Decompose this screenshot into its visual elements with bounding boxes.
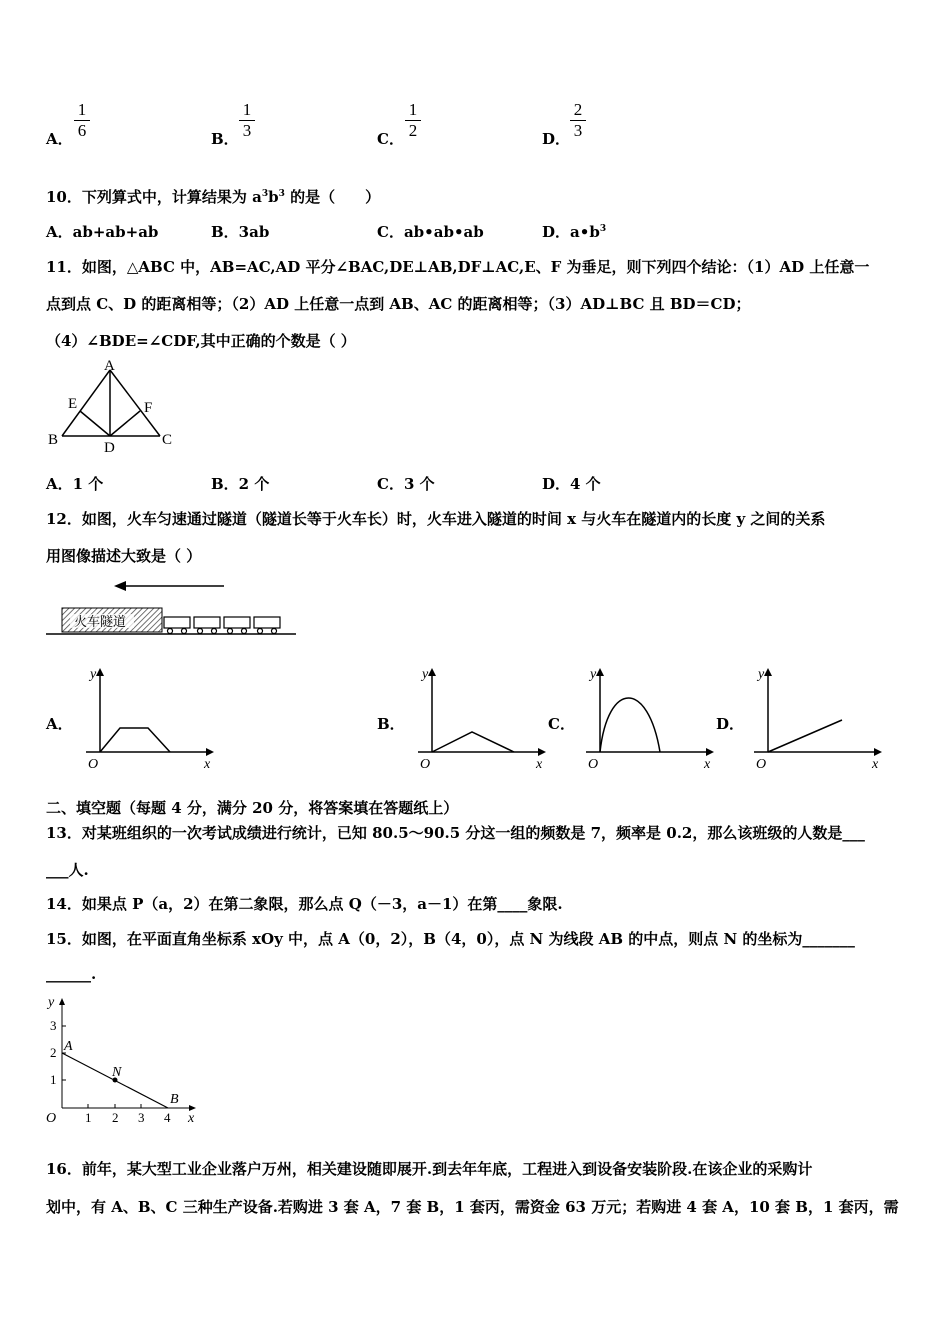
svg-text:x: x: [188, 1111, 195, 1126]
svg-text:y: y: [422, 667, 429, 682]
svg-text:y: y: [590, 667, 597, 682]
svg-text:y: y: [90, 667, 97, 682]
q11-line3: （4）∠BDE=∠CDF,其中正确的个数是（ ）: [46, 332, 356, 350]
q11-label-b: B: [48, 432, 59, 448]
svg-text:B: B: [170, 1092, 179, 1107]
q12-option-b-label: B．: [377, 715, 405, 733]
q15-line1: 15．如图，在平面直角坐标系 xOy 中，点 A（0，2），B（4，0），点 N 为线段 AB 的中点，则点 N 的坐标为_______: [46, 930, 855, 948]
q12-line2: 用图像描述大致是（ ）: [46, 547, 202, 565]
q11-label-d: D: [104, 440, 115, 456]
q10-option-b: B．3ab: [211, 223, 270, 241]
q10-option-c: C．ab•ab•ab: [377, 223, 484, 241]
q11-option-b: B．2 个: [211, 475, 270, 493]
q16-line2: 划中，有 A、B、C 三种生产设备.若购进 3 套 A，7 套 B，1 套丙，需资金 63 万元；若购进 4 套 A，10 套 B，1 套丙，需: [46, 1198, 899, 1216]
q12-option-d-label: D．: [716, 715, 745, 733]
q11-label-f: F: [144, 400, 153, 416]
q11-option-a: A．1 个: [46, 475, 104, 493]
q9-option-b-fraction: 1 3: [237, 100, 257, 141]
svg-text:O: O: [588, 757, 599, 770]
svg-text:N: N: [112, 1065, 122, 1080]
section2-title: 二、填空题（每题 4 分，满分 20 分，将答案填在答题纸上）: [46, 799, 459, 817]
svg-text:x: x: [204, 757, 211, 770]
q11-option-d: D．4 个: [542, 475, 601, 493]
q12-line1: 12．如图，火车匀速通过隧道（隧道长等于火车长）时，火车进入隧道的时间 x 与火车在隧道内的长度 y 之间的关系: [46, 510, 826, 528]
svg-text:A: A: [64, 1039, 73, 1054]
q9-option-c-label: C．: [377, 130, 404, 148]
q13-line2: ___人.: [46, 861, 89, 879]
q12-option-a-label: A．: [46, 715, 73, 733]
q9-option-d-label: D．: [542, 130, 571, 148]
q11-label-c: C: [162, 432, 173, 448]
svg-text:O: O: [420, 757, 431, 770]
q13-line1: 13．对某班组织的一次考试成绩进行统计，已知 80.5～90.5 分这一组的频数是 7，频率是 0.2，那么该班级的人数是___: [46, 824, 865, 842]
q9-option-d-fraction: 2 3: [568, 100, 588, 141]
q9-option-c-fraction: 1 2: [403, 100, 423, 141]
q11-triangle-figure: [40, 358, 190, 456]
svg-text:1: 1: [85, 1110, 92, 1125]
q12-option-c-label: C．: [548, 715, 575, 733]
q11-line2: 点到点 C、D 的距离相等；（2）AD 上任意一点到 AB、AC 的距离相等；（3）AD⊥BC 且 BD＝CD；: [46, 295, 751, 313]
q12-train-tunnel-figure: [44, 576, 300, 640]
tunnel-label: 火车隧道: [74, 614, 127, 629]
q12-graph-a: [78, 660, 218, 770]
q11-option-c: C．3 个: [377, 475, 435, 493]
q10-option-d: D．$a•b^3$: [542, 223, 607, 241]
q9-option-b-label: B．: [211, 130, 239, 148]
svg-text:x: x: [704, 757, 711, 770]
svg-text:1: 1: [50, 1072, 57, 1087]
svg-text:O: O: [756, 757, 767, 770]
svg-text:3: 3: [138, 1110, 145, 1125]
q15-coordinate-figure: [40, 990, 210, 1128]
svg-text:4: 4: [164, 1110, 171, 1125]
q11-line1: 11．如图，△ABC 中，AB=AC,AD 平分∠BAC,DE⊥AB,DF⊥AC,E、F 为垂足，则下列四个结论：（1）AD 上任意一: [46, 258, 870, 276]
q10-stem: 10．下列算式中，计算结果为 $a^3b^3$ 的是（ ）: [46, 188, 381, 206]
direction-arrow-icon: [114, 581, 126, 591]
q14-line1: 14．如果点 P（a，2）在第二象限，那么点 Q（－3，a－1）在第____象限.: [46, 895, 563, 913]
q15-line2: ______.: [46, 965, 97, 983]
q9-option-a-fraction: 1 6: [72, 100, 92, 141]
svg-text:2: 2: [50, 1045, 57, 1060]
train-cars: [164, 617, 280, 634]
q12-graph-d: [746, 660, 886, 770]
svg-text:O: O: [88, 757, 99, 770]
svg-text:y: y: [758, 667, 765, 682]
svg-text:3: 3: [50, 1018, 57, 1033]
q12-graph-b: [410, 660, 550, 770]
svg-text:y: y: [48, 995, 55, 1010]
svg-text:x: x: [536, 757, 543, 770]
q10-option-a: A．ab+ab+ab: [46, 223, 159, 241]
q16-line1: 16．前年，某大型工业企业落户万州，相关建设随即展开.到去年年底，工程进入到设备安装阶段.在该企业的采购计: [46, 1160, 813, 1178]
svg-text:x: x: [872, 757, 879, 770]
q9-option-a-label: A．: [46, 130, 73, 148]
svg-text:O: O: [46, 1111, 57, 1126]
q11-label-e: E: [68, 396, 78, 412]
q11-label-a: A: [104, 358, 115, 374]
svg-text:2: 2: [112, 1110, 119, 1125]
q12-graph-c: [578, 660, 718, 770]
